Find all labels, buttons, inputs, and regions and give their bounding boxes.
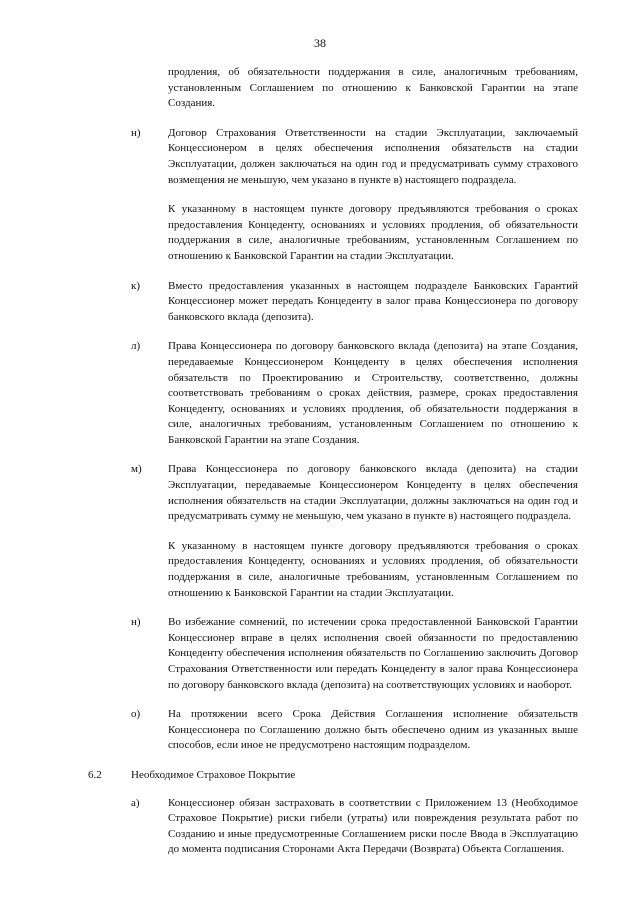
paragraph: Права Концессионера по договору банковского вклада (депозита) на стадии Эксплуатации, передаваемые Концессионером Концеденту в целях обеспечения исполнения обязательств на стадии Эксплуатации, должны заключаться на один год и предусматривать сумму не меньшую, чем указано в пункте в) настоящего подраздела. [168, 463, 578, 523]
clause-continuation [0, 65, 640, 112]
clause-marker: л) [131, 340, 141, 353]
clause-marker: а) [131, 796, 140, 809]
section-title: Необходимое Страховое Покрытие [131, 768, 296, 781]
clause-o [0, 707, 640, 754]
clause-m [0, 462, 640, 601]
clause-l [0, 339, 640, 448]
clause-n2 [0, 615, 640, 693]
clause-marker: н) [131, 616, 141, 629]
section-heading [0, 768, 640, 784]
page-number: 38 [314, 36, 326, 50]
clause-k [0, 279, 640, 326]
paragraph: К указанному в настоящем пункте договору предъявляются требования о сроках предоставления Концеденту, основаниях и условиях продления, об обязательности поддержания в силе, аналогичные требованиям, установленным Соглашением по отношению к Банковской Гарантии на стадии Эксплуатации. [168, 539, 578, 599]
paragraph: Вместо предоставления указанных в настоящем подразделе Банковских Гарантий Концессионер может передать Концеденту в залог права Концессионера по договору банковского вклада (депозита). [168, 279, 578, 323]
paragraph: продления, об обязательности поддержания в силе, аналогичным требованиям, установленным Соглашением по отношению к Банковской Гарантии на этапе Создания. [168, 66, 578, 110]
clause-marker: н) [131, 126, 141, 139]
paragraph: Во избежание сомнений, по истечении срока предоставленной Банковской Гарантии Концессионер вправе в целях исполнения своей обязанности по предоставлению Концеденту обеспечения исполнения обязательств по Соглашению заключить Договор Страхования Ответственности или передать Концеденту в залог права Концессионера по договору банковского вклада (депозита) на соответствующих условиях и наоборот. [168, 616, 578, 691]
clause-marker: о) [131, 708, 141, 721]
clause-marker: м) [131, 463, 142, 476]
paragraph: Договор Страхования Ответственности на стадии Эксплуатации, заключаемый Концессионером в целях обеспечения исполнения обязательств на стадии Эксплуатации, должен заключаться на один год и предусматривать сумму страхового возмещения не меньшую, чем указано в пункте в) настоящего подраздела. [168, 126, 578, 186]
paragraph: Концессионер обязан застраховать в соответствии с Приложением 13 (Необходимое Страховое Покрытие) риски гибели (утраты) или повреждения результата работ по Созданию и иные предусмотренные Соглашением риски после Ввода в Эксплуатацию до момента подписания Сторонами Акта Передачи (Возврата) Объекта Соглашения. [168, 796, 578, 856]
clause-a [0, 796, 640, 858]
clause-n [0, 126, 640, 265]
document-body [0, 65, 640, 872]
clause-marker: к) [131, 279, 141, 292]
paragraph: На протяжении всего Срока Действия Соглашения исполнение обязательств Концессионера по Соглашению должно быть обеспечено одним из указанных выше способов, если иное не предусмотрено настоящим подразделом. [168, 708, 578, 752]
paragraph: Права Концессионера по договору банковского вклада (депозита) на этапе Создания, передаваемые Концессионером Концеденту в целях обеспечения исполнения обязательств по Проектированию и Строительству, соответственно, должны соответствовать требованиям о сроках действия, размере, сроках предоставления Концеденту, основаниях и условиях продления, об обязательности поддержания в силе, аналогичных требованиям, установленным Соглашением по отношению к Банковской Гарантии на этапе Создания. [168, 340, 578, 446]
paragraph: К указанному в настоящем пункте договору предъявляются требования о сроках предоставления Концеденту, основаниях и условиях продления, об обязательности поддержания в силе, аналогичные требованиям, установленным Соглашением по отношению к Банковской Гарантии на стадии Эксплуатации. [168, 203, 578, 262]
section-number: 6.2 [88, 768, 102, 781]
